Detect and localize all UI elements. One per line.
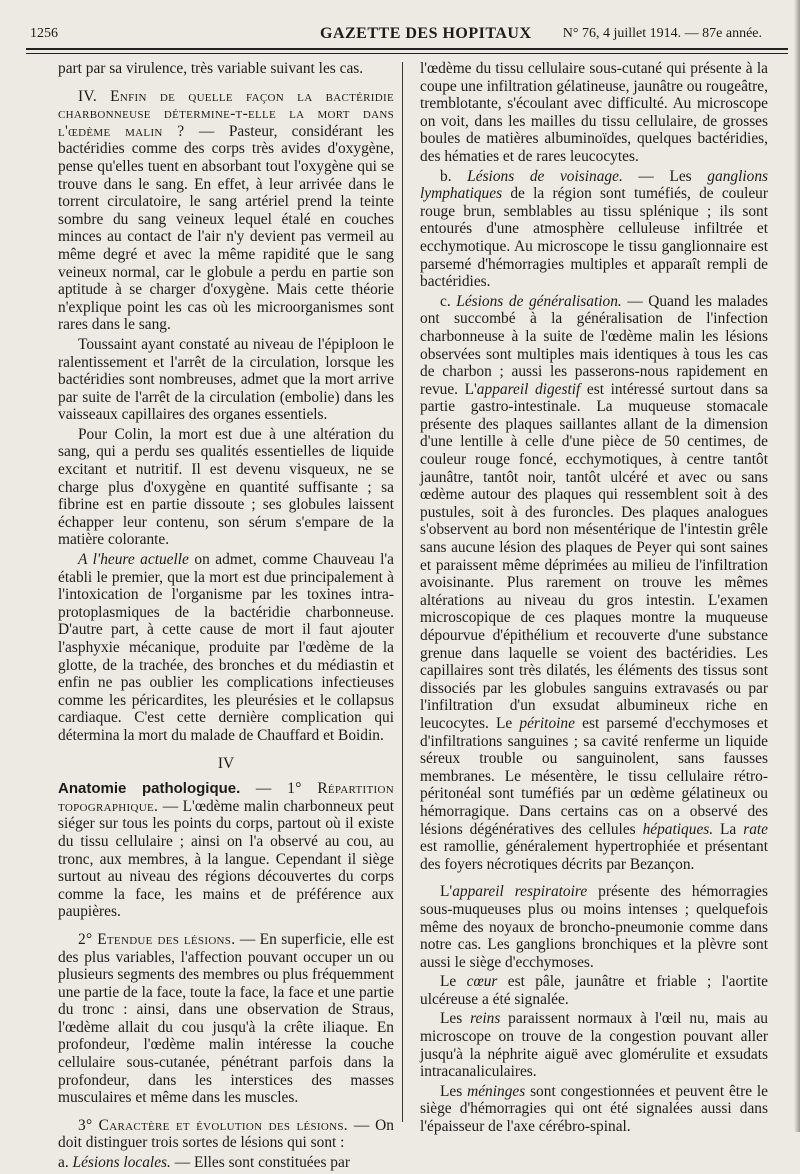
section-numeral: IV <box>217 754 235 772</box>
section-title: Anatomie pathologique. <box>58 780 241 798</box>
paragraph-text: est intéressé surtout dans sa partie gastro-intestinale. La muqueuse stomacale présente des plaques saillantes allant de la dimension d'une lentille à celle d'une pièce de 50 centimes, de couleur rouge foncé, ecchymotiques, à centre tantôt jaunâtre, tantôt noir, tantôt ulcéré et avec ou sans œdème autour des plaques qui ressemblent soit à des pustules, soit à des furoncles. Des plaques analogues s'observent au bord non mésentérique de l'intestin grêle sans aucune lésion des plaques de Peyer qui sont saines et paraissent même déprimées au milieu de l'infiltration avoisinante. Plus rarement on trouve les mêmes altérations au niveau du gros intestin. L'examen microscopique de ces plaques montre la muqueuse dépourvue d'épithélium et recouverte d'une substance grenue dans laquelle se voient des bactéridies. Les capillaires sont très dilatés, les éléments des tissus sont dissociés par les globules sanguins extravasés ou par l'infiltration d'un exsudat albumineux riche en leucocytes. Le <box>420 380 768 732</box>
subsection-heading: 2° Etendue des lésions. <box>78 930 236 948</box>
paragraph-text: est ramollie, généralement hypertrophiée et présentant des foyers nécrotiques décrits par Bezançon. <box>420 838 768 873</box>
italic-term: méninges <box>467 1082 526 1100</box>
italic-lead: A l'heure actuelle <box>78 551 189 569</box>
paragraph <box>58 780 394 921</box>
italic-term: rate <box>743 820 768 838</box>
paragraph <box>420 1010 768 1080</box>
paragraph <box>58 1117 394 1152</box>
paragraph-text: on admet, comme Chauveau l'a établi le premier, que la mort est due principalement à l'intoxication de l'organisme par les toxines intra-protoplasmiques de la bactéridie charbonneuse. D'autre part, à cette cause de mort il faut ajouter l'asphyxie mécanique, produite par l'œdème de la glotte, de la trachée, des bronches et du médiastin et enfin ne pas oublier les complications infectieuses comme les péricardites, les pleurésies et le collapsus cardiaque. C'est cette dernière complication qui détermina la mort du malade de Chauffard et Boidin. <box>58 551 394 744</box>
page-header <box>24 24 776 46</box>
paragraph-text: est pâle, jaunâtre et friable ; l'aortite ulcéreuse a été signalée. <box>420 973 768 1008</box>
paragraph-text: de la région sont tuméfiés, de couleur rouge brun, semblables au tissu splénique ; ils sont entourés d'une atmosphère celluleuse infiltrée et ecchymotique. Au microscope le tissu ganglionnaire est parsemé d'hémorragies multiples et apparaît rempli de bactéridies. <box>420 185 768 291</box>
header-rule-thin <box>26 53 788 54</box>
left-column <box>58 60 394 1174</box>
paragraph-text: Les <box>440 1082 468 1100</box>
paragraph-text: paraissent normaux à l'œil nu, mais au microscope on trouve de la congestion pouvant aller jusqu'à la néphrite aiguë avec glomérulite et exsudats intracanaliculaires. <box>420 1010 768 1081</box>
italic-term: appareil respiratoire <box>452 883 588 901</box>
italic-term: péritoine <box>519 714 575 732</box>
paragraph <box>420 1083 768 1136</box>
paragraph-text: Les <box>440 1010 471 1028</box>
paragraph <box>58 88 394 334</box>
italic-term: hépatiques. <box>642 820 714 838</box>
italic-term: ganglions lymphatiques <box>420 167 769 203</box>
italic-lead: Lésions de généralisation. <box>456 292 622 310</box>
column-divider <box>402 62 403 1122</box>
list-marker: a. <box>58 1154 73 1172</box>
paragraph <box>58 1154 394 1172</box>
paragraph-text: — On doit distinguer trois sortes de lésions qui sont : <box>58 1116 394 1152</box>
paragraph-text: — Quand les malades ont succombé à la généralisation de l'infection charbonneuse à la suite de l'œdème malin les lésions observées sont multiples mais identiques à tous les cas de charbon ; aussi les passerons-nous rapidement en revue. L' <box>420 292 768 398</box>
paragraph: Pour Colin, la mort est due à une altération du sang, qui a perdu ses qualités essentielles de liquide excitant et nutritif. Il est devenu visqueux, ne se charge plus d'oxygène en quantité suffisante ; sa fibrine est en partie dissoute ; ses globules laissent échapper leur contenu, son sérum s'empare de la matière colorante. <box>58 425 394 549</box>
list-marker: c. <box>440 292 457 310</box>
issue-info: N° 76, 4 juillet 1914. — 87e année. <box>562 26 762 41</box>
list-marker: b. <box>440 167 468 185</box>
italic-lead: Lésions de voisinage. <box>467 167 623 185</box>
page-edge-shadow <box>794 0 800 1132</box>
paragraph: l'œdème du tissu cellulaire sous-cutané qui présente à la coupe une infiltration gélatineuse, jaunâtre ou rougeâtre, tremblotante, s'écoulant avec difficulté. Au microscope on voit, dans les mailles du tissu cellulaire, de grosses boules de matières albuminoïdes, quelques bactéridies, des hématies et de rares leucocytes. <box>420 60 768 165</box>
paragraph-text: est parsemé d'ecchymoses et d'infiltrations sanguines ; sa cavité renferme un liquide séreux trouble ou sanguinolent, sans fausses membranes. Le mésentère, le tissu cellulaire rétro-péritonéal sont tuméfiés par un œdème gélatineux ou hémorragique. Dans certains cas on a observé des lésions dégénératives des cellules <box>420 714 768 838</box>
paragraph: part par sa virulence, très variable suivant les cas. <box>58 60 364 77</box>
italic-term: appareil digestif <box>476 380 581 398</box>
paragraph: Toussaint ayant constaté au niveau de l'épiploon le ralentissement et l'arrêt de la circulation, lorsque les bactéridies sont nombreuses, admet que la mort arrive par suite de l'arrêt de la circulation (embolie) dans les vaisseaux capillaires des organes essentiels. <box>58 335 394 424</box>
paragraph-text: — Les <box>622 167 708 185</box>
paragraph <box>420 168 768 291</box>
paragraph-text: Le <box>440 973 467 991</box>
paragraph-heading: IV. Enfin de quelle façon la bactéridie charbonneuse détermine-t-elle la mort dans l'œdème malin ? — <box>58 87 394 140</box>
header-rule <box>26 48 788 50</box>
subsection-heading: 3° Caractère et évolution des lésions. <box>78 1116 348 1134</box>
paragraph <box>58 551 394 745</box>
paragraph <box>420 973 768 1008</box>
paragraph-text: présente des hémorragies sous-muqueuses plus ou moins intenses ; quelquefois même des noyaux de broncho-pneumonie comme dans notre cas. Les ganglions bronchiques et la plèvre sont aussi le siège d'ecchymoses. <box>420 883 768 971</box>
italic-term: cœur <box>466 973 498 991</box>
paragraph-text: L' <box>440 883 453 901</box>
journal-title: GAZETTE DES HOPITAUX <box>320 25 532 42</box>
paragraph-text: — L'œdème malin charbonneux peut siéger sur tous les points du corps, partout où il existe du tissu cellulaire ; ainsi on l'a observé au cou, au tronc, aux membres, à la langue. Cependant il siège surtout au niveau des régions découvertes du corps comme la face, les mains et de préférence aux paupières. <box>58 797 394 921</box>
paragraph-text: La <box>713 820 744 838</box>
italic-lead: Lésions locales. <box>72 1154 171 1172</box>
page-number: 1256 <box>30 26 58 41</box>
subsection-heading: — 1° Répartition topographique. <box>58 780 394 815</box>
paragraph-text: sont congestionnées et peuvent être le siège d'hémorragies qui ont été signalées aussi dans l'épaisseur de l'axe cérébro-spinal. <box>420 1082 768 1136</box>
paragraph-text: — Elles sont constituées par <box>170 1154 350 1172</box>
italic-term: reins <box>470 1010 501 1028</box>
paragraph <box>420 883 768 971</box>
paragraph-text: — En superficie, elle est des plus variables, l'affection pouvant occuper un ou plusieurs segments des membres ou plus fréquemment une partie de la face, toute la face, la face et une partie du tronc : ainsi, dans une observation de Straus, l'œdème allait du cou jusqu'à la crête iliaque. En profondeur, l'œdème malin intéresse la couche cellulaire sous-cutanée, pénétrant parfois dans la profondeur, dans les interstices des masses musculaires et même dans les muscles. <box>58 930 394 1107</box>
paragraph-text: Pasteur, considérant les bactéridies comme des corps très avides d'oxygène, pense qu'elles tuent en absorbant tout l'oxygène qui se trouve dans le sang. En effet, à leur arrivée dans le torrent circulatoire, le sang artériel prend la teinte sombre du sang veineux lequel étalé en couches minces au contact de l'air n'y devient pas vermeil au même degré et avec la même rapidité que le sang veineux normal, car le globule a perdu en partie son aptitude à se charger d'oxygène. Mais cette théorie n'explique point les cas où les microorganismes sont rares dans le sang. <box>58 122 394 334</box>
paragraph <box>58 931 394 1107</box>
right-column <box>420 60 768 1138</box>
paragraph <box>420 293 768 874</box>
